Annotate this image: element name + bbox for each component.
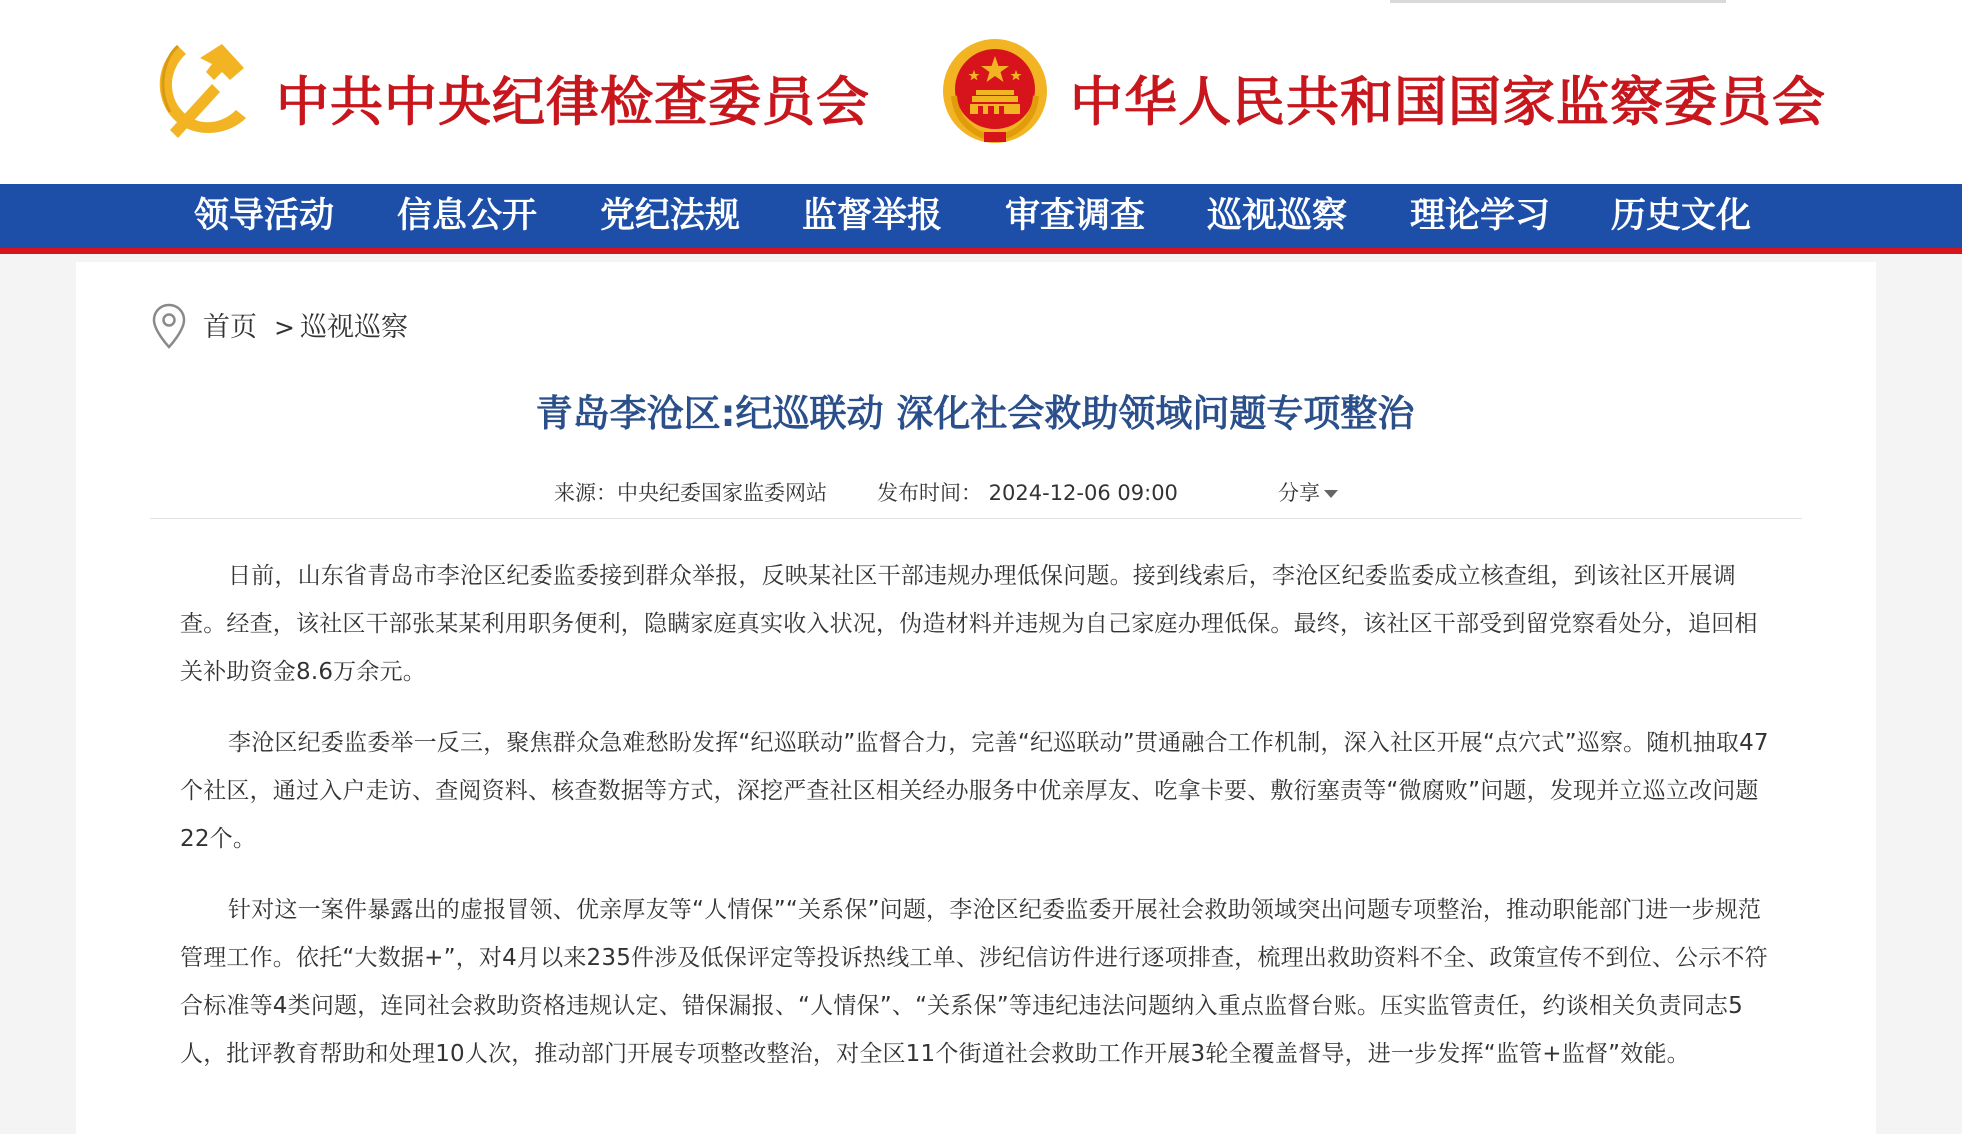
article-publish-time: 发布时间： 2024-12-06 09:00	[877, 481, 1178, 505]
nav-item-inspection[interactable]: 巡视巡察	[1207, 195, 1348, 236]
nav-item-regulations[interactable]: 党纪法规	[600, 195, 741, 236]
breadcrumb-separator: >	[274, 313, 295, 342]
nav-item-supervision[interactable]: 监督举报	[802, 195, 943, 236]
breadcrumb-current[interactable]: 巡视巡察	[300, 312, 408, 343]
nav-item-information[interactable]: 信息公开	[397, 195, 538, 236]
main-nav	[0, 184, 1962, 254]
nav-item-history[interactable]: 历史文化	[1611, 195, 1752, 236]
party-commission-title[interactable]: 中共中央纪律检查委员会	[276, 71, 870, 133]
title-divider	[150, 518, 1802, 519]
national-emblem-icon[interactable]	[940, 36, 1050, 146]
share-button[interactable]	[1278, 478, 1338, 508]
article-source: 来源：中央纪委国家监委网站	[554, 481, 827, 505]
chevron-down-icon	[1324, 490, 1338, 498]
nav-item-leadership[interactable]: 领导活动	[194, 195, 335, 236]
share-label: 分享	[1278, 481, 1320, 505]
breadcrumb-home[interactable]: 首页	[203, 312, 257, 343]
state-commission-title[interactable]: 中华人民共和国国家监察委员会	[1070, 71, 1826, 133]
nav-item-investigation[interactable]: 审查调查	[1005, 195, 1146, 236]
article-paragraph: 李沧区纪委监委举一反三，聚焦群众急难愁盼发挥“纪巡联动”监督合力，完善“纪巡联动”贯通融合工作机制，深入社区开展“点穴式”巡察。随机抽取47个社区，通过入户走访、查阅资料、核查数据等方式，深挖严查社区相关经办服务中优亲厚友、吃拿卡要、敷衍塞责等“微腐败”问题，发现并立巡立改问题22个。	[180, 730, 1769, 852]
site-header	[0, 0, 1962, 184]
article-title: 青岛李沧区:纪巡联动 深化社会救助领域问题专项整治	[535, 392, 1415, 435]
nav-item-theory[interactable]: 理论学习	[1410, 195, 1551, 236]
location-pin-icon	[150, 302, 188, 350]
article-paragraph: 日前，山东省青岛市李沧区纪委监委接到群众举报，反映某社区干部违规办理低保问题。接到线索后，李沧区纪委监委成立核查组，到该社区开展调查。经查，该社区干部张某某利用职务便利，隐瞒家庭真实收入状况，伪造材料并违规为自己家庭办理低保。最终，该社区干部受到留党察看处分，追回相关补助资金8.6万余元。	[180, 563, 1758, 685]
top-search-bar[interactable]	[1390, 0, 1726, 3]
article-paragraph: 针对这一案件暴露出的虚报冒领、优亲厚友等“人情保”“关系保”问题，李沧区纪委监委开展社会救助领域突出问题专项整治，推动职能部门进一步规范管理工作。依托“大数据+”，对4月以来235件涉及低保评定等投诉热线工单、涉纪信访件进行逐项排查，梳理出救助资料不全、政策宣传不到位、公示不符合标准等4类问题，连同社会救助资格违规认定、错保漏报、“人情保”、“关系保”等违纪违法问题纳入重点监督台账。压实监管责任，约谈相关负责同志5人，批评教育帮助和处理10人次，推动部门开展专项整改整治，对全区11个街道社会救助工作开展3轮全覆盖督导，进一步发挥“监管+监督”效能。	[180, 897, 1768, 1067]
hammer-sickle-icon[interactable]	[148, 34, 254, 142]
